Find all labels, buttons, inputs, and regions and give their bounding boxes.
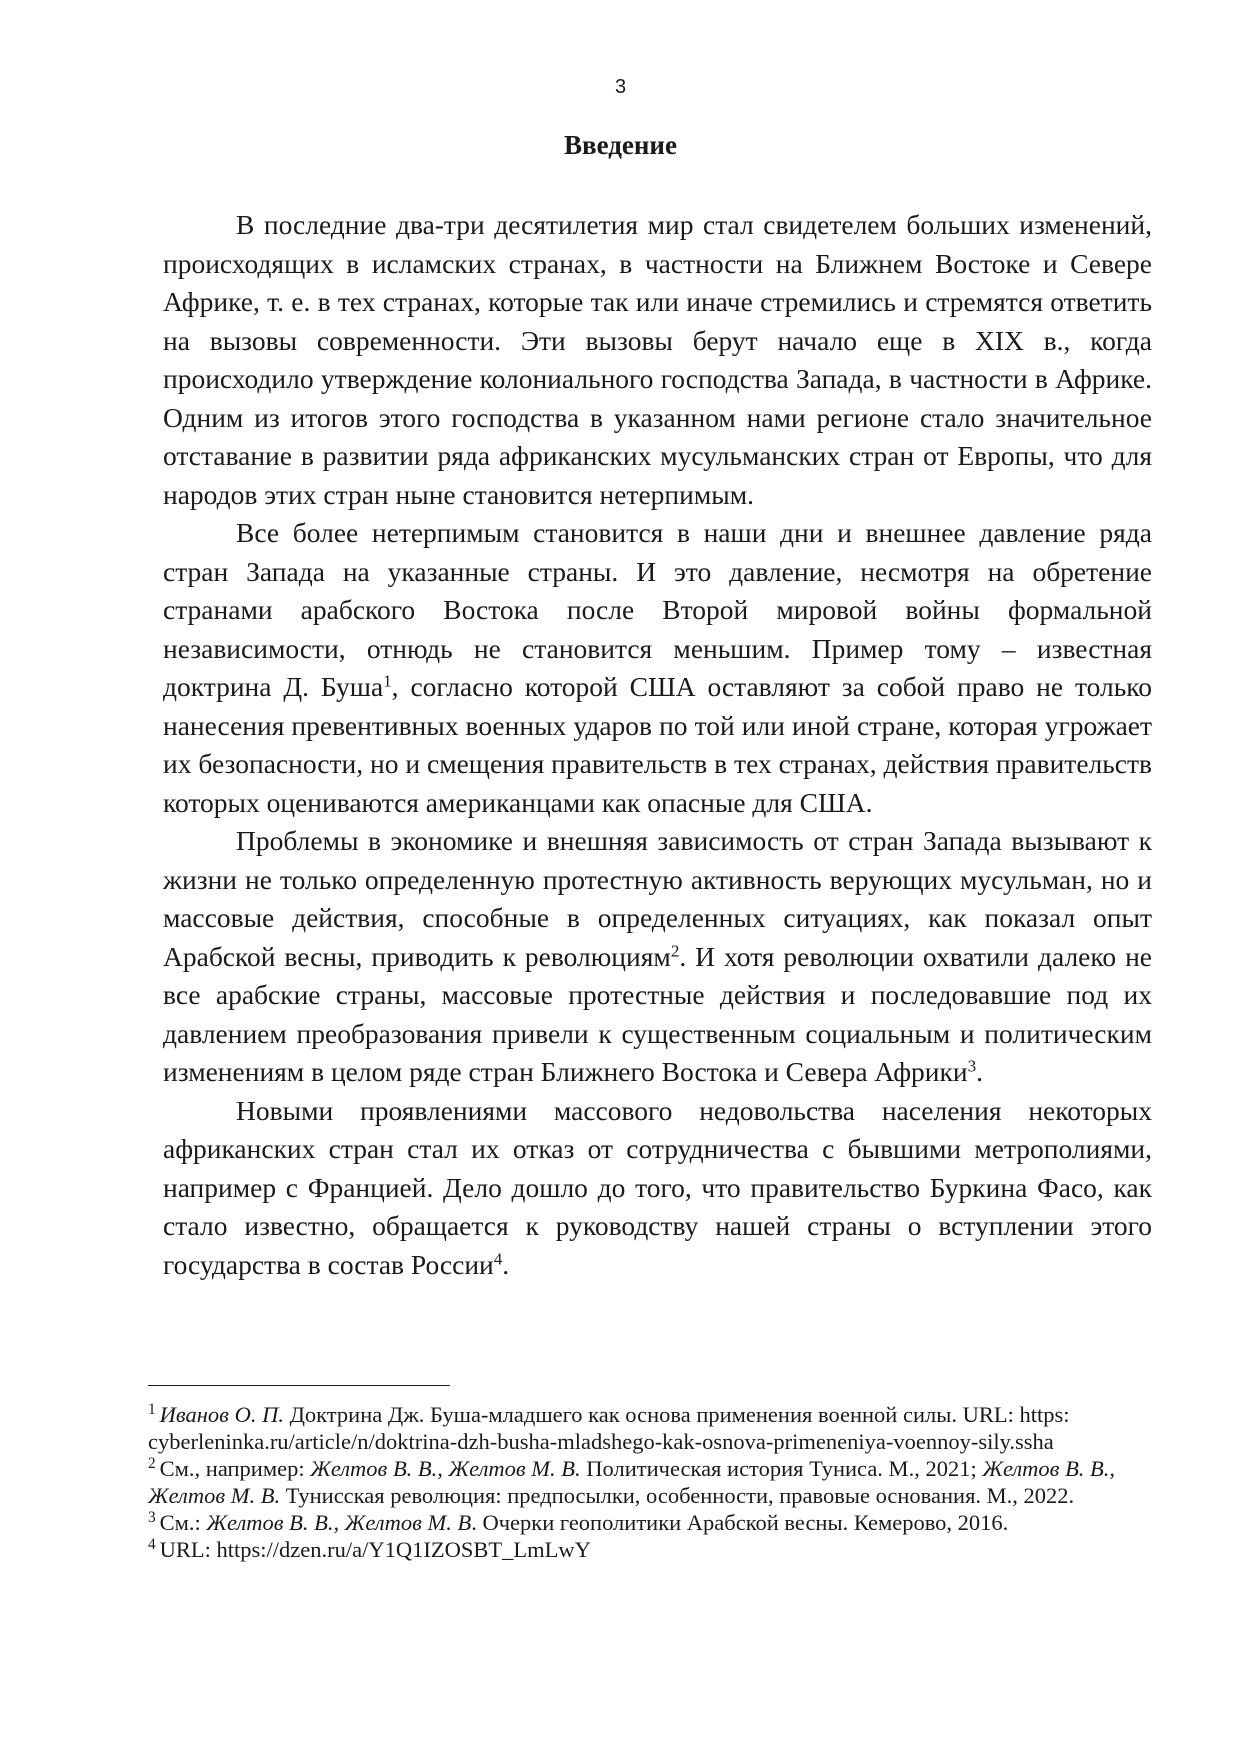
- footnote-text: Тунисская революция: предпосылки, особенности, правовые основания. М., 2022.: [280, 1483, 1075, 1508]
- footnote-author: Желтов В. В., Желтов М. В.: [148, 1456, 1116, 1508]
- paragraph-text: Проблемы в экономике и внешняя зависимость от стран Запада вызывают к жизни не только определенную протестную активность верующих мусульман, но и массовые действия, способные в определенных ситуациях, как показал опыт Арабской весны, приводить к революциям: [163, 825, 1152, 972]
- footnote-number: 1: [148, 1401, 156, 1419]
- paragraph-text: . И хотя революции охватили далеко не все арабские страны, массовые протестные действия и последовавшие под их давлением преобразования привели к существенным социальным и политическим изменениям в целом ряде стран Ближнего Востока и Севера Африки: [163, 940, 1152, 1087]
- footnote-text: См., например:: [159, 1456, 311, 1481]
- paragraph-text: , согласно которой США оставляют за собой право не только нанесения превентивных военных ударов по той или иной стране, которая угрожает их безопасности, но и смещения правительств в тех странах, действия правительств которых оцениваются американцами как опасные для США.: [163, 671, 1152, 818]
- footnote-text: Политическая история Туниса. М., 2021;: [580, 1456, 983, 1481]
- footnote-number: 3: [148, 1509, 156, 1527]
- footnote-number: 4: [148, 1536, 156, 1554]
- footnote-author: Желтов В. В., Желтов М. В: [206, 1510, 472, 1535]
- footnote-ref[interactable]: 1: [383, 671, 392, 691]
- footnote-item: [148, 1536, 1148, 1563]
- footnote-item: [148, 1509, 1148, 1536]
- paragraph-text: .: [976, 1056, 983, 1087]
- footnote-ref[interactable]: 3: [967, 1056, 977, 1076]
- footnote-item: [148, 1455, 1148, 1509]
- paragraph-text: Все более нетерпимым становится в наши дни и внешнее давление ряда стран Запада на указанные страны. И это давление, несмотря на обретение странами арабского Востока после Второй мировой войны формальной независимости, отнюдь не становится меньшим. Пример тому – известная доктрина Д. Буша: [163, 517, 1152, 702]
- body-paragraph: [163, 206, 1152, 514]
- body-paragraph: [163, 1092, 1152, 1285]
- footnote-text: Доктрина Дж. Буша-младшего как основа применения военной силы. URL: https: cyberleninka.ru/article/n/doktrina-dzh-busha-mladshego-kak-osnova-primeneniya-voennoy-sily.ssha: [148, 1402, 1070, 1454]
- paragraph-text: .: [502, 1248, 510, 1280]
- footnote-text: См.:: [159, 1510, 207, 1535]
- footnote-number: 2: [148, 1455, 156, 1473]
- footnote-author: Иванов О. П.: [159, 1402, 284, 1427]
- footnotes: [148, 1401, 1148, 1563]
- page-number: 3: [614, 76, 627, 98]
- footnote-item: [148, 1401, 1148, 1455]
- body-paragraph: [163, 822, 1152, 1092]
- footnote-divider: [148, 1385, 450, 1386]
- footnote-ref[interactable]: 4: [493, 1249, 503, 1269]
- paragraph-text: Новыми проявлениями массового недовольства населения некоторых африканских стран стал их отказ от сотрудничества с бывшими метрополиями, например с Францией. Дело дошло до того, что правительство Буркина Фасо, как стало известно, обращается к руководству нашей страны о вступлении этого государства в состав России: [163, 1094, 1152, 1280]
- footnote-text: URL: https://dzen.ru/a/Y1Q1IZOSBT_LmLwY: [159, 1537, 591, 1562]
- paragraph-text: В последние два-три десятилетия мир стал свидетелем больших изменений, происходящих в исламских странах, в частности на Ближнем Востоке и Севере Африке, т. е. в тех странах, которые так или иначе стремились и стремятся ответить на вызовы современности. Эти вызовы берут начало еще в XIX в., когда происходило утверждение колониального господства Запада, в частности в Африке. Одним из итогов этого господства в указанном нами регионе стало значительное отставание в развитии ряда африканских мусульманских стран от Европы, что для народов этих стран ныне становится нетерпимым.: [163, 209, 1152, 510]
- main-text: [163, 206, 1152, 1284]
- body-paragraph: [163, 514, 1152, 822]
- footnote-ref[interactable]: 2: [670, 941, 680, 961]
- page-title: Введение: [564, 130, 677, 160]
- footnote-author: Желтов В. В., Желтов М. В.: [310, 1456, 581, 1481]
- footnote-text: . Очерки геополитики Арабской весны. Кемерово, 2016.: [471, 1510, 1009, 1535]
